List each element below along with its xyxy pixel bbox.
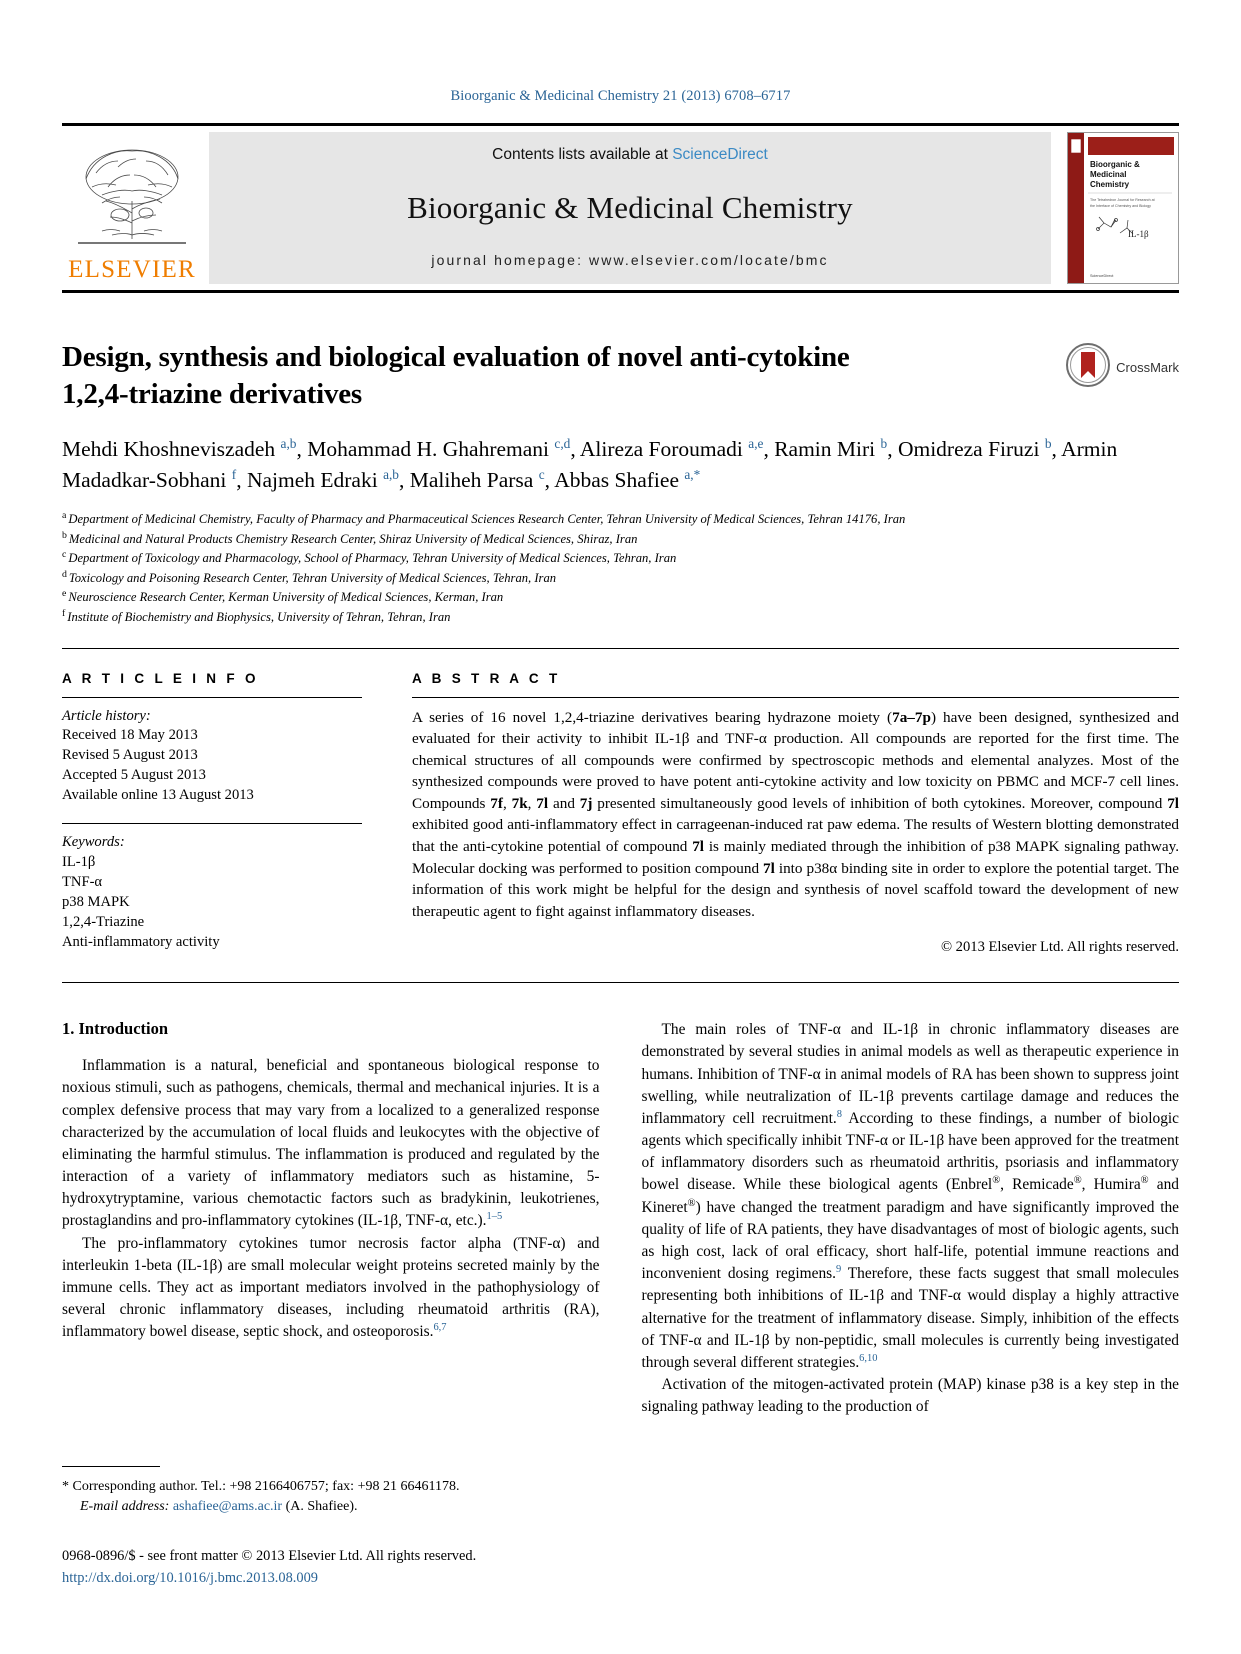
crossmark-label: CrossMark	[1116, 360, 1179, 375]
sciencedirect-link[interactable]: ScienceDirect	[672, 146, 768, 163]
doi-link[interactable]: http://dx.doi.org/10.1016/j.bmc.2013.08.009	[62, 1569, 318, 1586]
journal-name: Bioorganic & Medicinal Chemistry	[407, 190, 853, 225]
article-history-item: Received 18 May 2013	[62, 727, 198, 744]
author-name: Najmeh Edraki	[246, 468, 384, 493]
keywords-rule	[62, 823, 362, 824]
affiliation-marker: c	[62, 549, 67, 561]
svg-text:Bioorganic &: Bioorganic &	[1090, 160, 1140, 169]
body-columns	[62, 1019, 1179, 1418]
affiliation-marker: e	[62, 588, 67, 600]
footnote-email-owner: (A. Shafiee).	[285, 1499, 358, 1515]
left-column-paragraphs	[62, 1055, 600, 1343]
keyword-item: TNF-α	[62, 874, 103, 891]
page-title	[62, 339, 942, 412]
abstract-column	[390, 671, 1179, 957]
svg-text:the Interface of Chemistry and: the Interface of Chemistry and Biology	[1090, 204, 1151, 208]
affiliation-item	[62, 530, 1179, 550]
affiliation-item	[62, 549, 1179, 569]
svg-text:Medicinal: Medicinal	[1090, 170, 1127, 179]
body-column-right	[642, 1019, 1180, 1418]
footnote-corresponding-line	[62, 1477, 572, 1497]
running-head: Bioorganic & Medicinal Chemistry 21 (2013) 6708–6717	[450, 88, 791, 104]
elsevier-tree-icon	[72, 143, 192, 255]
author-affiliation-marker: a,b	[280, 435, 297, 451]
article-history-item: Available online 13 August 2013	[62, 787, 254, 804]
abstract-text: A series of 16 novel 1,2,4-triazine derivatives bearing hydrazone moiety (7a–7p) have been designed, synthesized and evaluated for their activity to inhibit IL-1β and TNF-α production. All compounds are reported for the first time. The chemical structures of all compounds were confirmed by spectroscopic methods and elemental analyzes. Most of the synthesized compounds were proved to have potent anti-cytokine activity and low toxicity on PBMC and MCF-7 cell lines. Compounds 7f, 7k, 7l and 7j presented simultaneously good levels of inhibition of both cytokines. Moreover, compound 7l exhibited good anti-inflammatory effect in carrageenan-induced rat paw edema. The results of Western blotting demonstrated that the anti-cytokine potential of compound 7l is mainly mediated through the inhibition of p38 MAPK signaling pathway. Molecular docking was performed to position compound 7l into p38α binding site in order to explore the potential target. The information of this work might be helpful for the design and synthesis of novel scaffold toward the development of new therapeutic agent to fight against inflammatory diseases.	[412, 708, 1180, 920]
author-name: Mehdi Khoshneviszadeh	[62, 437, 281, 462]
keywords-label: Keywords:	[62, 834, 125, 851]
journal-masthead	[62, 123, 1179, 293]
affiliation-item	[62, 569, 1179, 589]
author-affiliation-marker: a,e	[748, 435, 764, 451]
affiliation-item	[62, 608, 1179, 628]
affiliation-marker: a	[62, 510, 67, 522]
footnote-email-line	[62, 1497, 572, 1517]
keyword-item: p38 MAPK	[62, 894, 130, 911]
crossmark-badge[interactable]	[1066, 343, 1179, 392]
elsevier-logo	[62, 132, 202, 284]
section-heading-introduction: 1. Introduction	[62, 1019, 169, 1039]
body-top-rule	[62, 982, 1179, 983]
masthead-center	[209, 132, 1051, 284]
author-affiliation-marker: a,b	[383, 467, 399, 483]
article-info-heading: A R T I C L E I N F O	[62, 670, 259, 686]
author-affiliation-marker: b	[880, 435, 888, 451]
footnote-email-label: E-mail address:	[80, 1499, 170, 1515]
article-history-group	[62, 707, 362, 807]
author-affiliation-marker: f	[231, 467, 237, 483]
contents-prefix: Contents lists available at	[492, 146, 673, 163]
info-abstract-panel	[62, 648, 1179, 957]
affiliation-item	[62, 510, 1179, 530]
affiliation-marker: d	[62, 568, 67, 580]
article-info-column	[62, 671, 390, 957]
affiliation-text: Neuroscience Research Center, Kerman University of Medical Sciences, Kerman, Iran	[68, 590, 504, 605]
body-paragraph: Inflammation is a natural, beneficial and spontaneous biological response to noxious stimuli, such as pathogens, chemicals, thermal and mechanical injuries. It is a complex defensive process that may vary from a localized to a generalized response characterized by the accumulation of local fluids and leukocytes with the objective of eliminating the harmful stimulus. The inflammation is produced and regulated by the interaction of a variety of inflammatory mediators such as histamine, 5-hydroxytryptamine, various chemotactic factors such as bradykinin, leukotrienes, prostaglandins and pro-inflammatory cytokines (IL-1β, TNF-α, etc.).$^{1-5}$	[62, 1057, 600, 1230]
footnote-email-link[interactable]: ashafiee@ams.ac.ir	[172, 1499, 283, 1515]
author-affiliation-marker: b	[1044, 435, 1052, 451]
contents-list-line	[492, 146, 768, 164]
footnote-rule	[62, 1466, 160, 1467]
article-history-items	[62, 726, 362, 806]
title-line-2: 1,2,4-triazine derivatives	[62, 377, 363, 410]
abstract-heading: A B S T R A C T	[412, 670, 561, 686]
corresponding-author-footnote	[62, 1466, 572, 1518]
abstract-copyright: © 2013 Elsevier Ltd. All rights reserved.	[940, 939, 1179, 956]
author-name: Maliheh Parsa	[409, 468, 539, 493]
svg-text:ScienceDirect: ScienceDirect	[1090, 274, 1114, 278]
author-affiliation-marker: c,d	[554, 435, 571, 451]
body-paragraph: The main roles of TNF-α and IL-1β in chronic inflammatory diseases are demonstrated by several studies in animal models as well as therapeutic experience in humans. Inhibition of TNF-α in animal models of RA has been shown to suppress joint swelling, while neutralization of IL-1β prevents cartilage damage and reduces the inflammatory cell recruitment.$^8$ According to these findings, a number of biologic agents which specifically inhibit TNF-α or IL-1β have been approved for the treatment of inflammatory disorders such as rheumatoid arthritis, psoriasis and inflammatory bowel disease. While these biological agents (Enbrel®, Remicade®, Humira® and Kineret®) have changed the treatment paradigm and have significantly improved the quality of life of RA patients, they have disadvantages of most of biologic agents, such as high cost, lack of oral efficacy, short half-life, potential immune reactions and inconvenient dosing regimens.$^9$ Therefore, these facts suggest that small molecules representing both inhibitions of IL-1β and TNF-α would display a highly attractive alternative for the treatment of inflammatory disease. Simply, inhibition of the effects of TNF-α and IL-1β by non-peptidic, small molecules is currently being investigated through several different strategies.$^{6,10}$	[641, 1021, 1179, 1371]
author-name: Omidreza Firuzi	[897, 437, 1045, 462]
body-column-left	[62, 1019, 600, 1418]
author-name: Alireza Foroumadi	[579, 437, 749, 462]
title-line-1: Design, synthesis and biological evaluation of novel anti-cytokine	[62, 341, 850, 373]
author-name: Abbas Shafiee	[554, 468, 685, 493]
body-paragraph: The pro-inflammatory cytokines tumor necrosis factor alpha (TNF-α) and interleukin 1-beta (IL-1β) are small molecular weight proteins secreted mainly by the immune cells. They act as important mediators involved in the pathophysiology of several chronic inflammatory diseases, including rheumatoid arthritis (RA), inflammatory bowel disease, septic shock, and osteoporosis.$^{6,7}$	[62, 1234, 600, 1341]
page-bottom-matter	[62, 1546, 622, 1589]
journal-cover-thumbnail	[1067, 132, 1179, 284]
journal-homepage-link[interactable]: journal homepage: www.elsevier.com/locate/bmc	[431, 252, 829, 268]
keyword-items	[62, 853, 362, 953]
article-history-label: Article history:	[62, 707, 151, 724]
affiliation-item	[62, 588, 1179, 608]
author-list: Mehdi Khoshneviszadeh $^{a,b}$, Mohammad H. Ghahremani $^{c,d}$, Alireza Foroumadi $^{a,e}$, Ramin Miri $^b$, Omidreza Firuzi $^b$, Armin Madadkar-Sobhani $^f$, Najmeh Edraki $^{a,b}$, Maliheh Parsa $^c$, Abbas Shafiee $^{a,*}$	[62, 435, 1118, 493]
keywords-group	[62, 833, 362, 953]
crossmark-icon	[1066, 343, 1110, 392]
svg-text:Chemistry: Chemistry	[1090, 180, 1130, 189]
author-name: Armin Madadkar-Sobhani	[62, 437, 1118, 493]
affiliation-list	[62, 510, 1179, 627]
abstract-rule	[412, 697, 1179, 698]
svg-text:IL-1β: IL-1β	[1128, 229, 1149, 239]
article-info-rule	[62, 697, 362, 698]
affiliation-text: Department of Toxicology and Pharmacology, School of Pharmacy, Tehran University of Medical Sciences, Tehran, Iran	[68, 551, 677, 566]
affiliation-text: Medicinal and Natural Products Chemistry Research Center, Shiraz University of Medical Sciences, Shiraz, Iran	[68, 531, 638, 546]
affiliation-marker: b	[62, 529, 67, 541]
masthead-bottom-rule	[62, 290, 1179, 293]
footnote-star: *	[62, 1479, 69, 1494]
keyword-item: IL-1β	[62, 854, 96, 871]
author-name: Ramin Miri	[774, 437, 881, 462]
title-block	[62, 339, 1179, 412]
affiliation-text: Toxicology and Poisoning Research Center, Tehran University of Medical Sciences, Tehran, Iran	[68, 570, 557, 585]
svg-text:The Tetrahedron Journal for Re: The Tetrahedron Journal for Research at	[1090, 198, 1155, 202]
keyword-item: 1,2,4-Triazine	[62, 914, 145, 931]
elsevier-wordmark: ELSEVIER	[68, 256, 196, 283]
footnote-corresponding-text: Corresponding author. Tel.: +98 2166406757; fax: +98 21 66461178.	[72, 1479, 460, 1494]
author-affiliation-marker: a,*	[684, 467, 701, 483]
article-history-item: Revised 5 August 2013	[62, 747, 198, 764]
author-name: Mohammad H. Ghahremani	[307, 437, 555, 462]
issn-copyright-line: 0968-0896/$ - see front matter © 2013 Elsevier Ltd. All rights reserved.	[62, 1548, 477, 1564]
affiliation-text: Institute of Biochemistry and Biophysics, University of Tehran, Tehran, Iran	[67, 609, 451, 624]
article-history-item: Accepted 5 August 2013	[62, 767, 206, 784]
body-paragraph: Activation of the mitogen-activated protein (MAP) kinase p38 is a key step in the signaling pathway leading to the production of	[641, 1376, 1179, 1416]
affiliation-marker: f	[62, 607, 66, 619]
keyword-item: Anti-inflammatory activity	[62, 934, 220, 951]
author-affiliation-marker: c	[538, 467, 545, 483]
right-column-paragraphs	[642, 1019, 1180, 1418]
affiliation-text: Department of Medicinal Chemistry, Faculty of Pharmacy and Pharmaceutical Sciences Research Center, Tehran University of Medical Sciences, Tehran 14176, Iran	[68, 512, 906, 527]
